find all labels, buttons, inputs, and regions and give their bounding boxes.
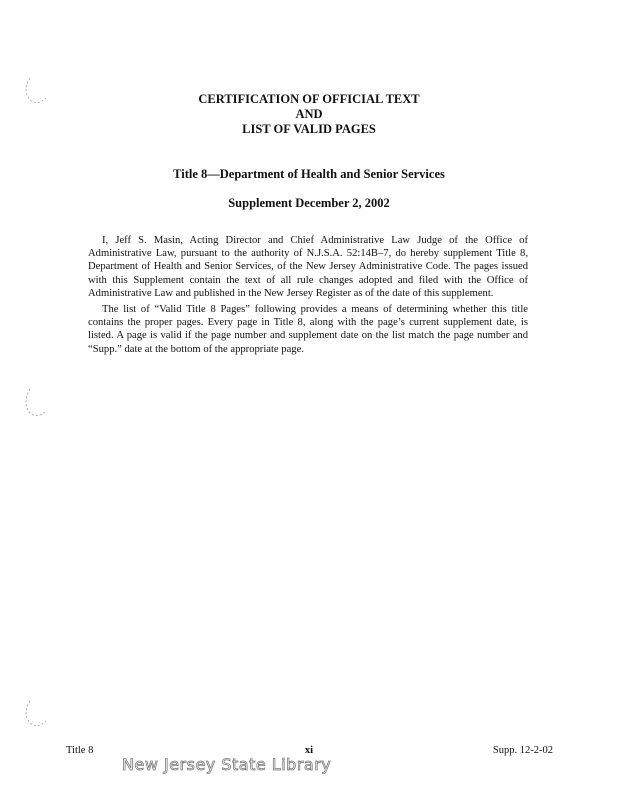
heading-line: AND [295,107,323,121]
library-stamp: New Jersey State Library [122,755,332,774]
certification-heading [0,92,618,137]
footer-page-number: xi [304,745,314,756]
title-heading: Title 8—Department of Health and Senior Services [173,167,445,181]
punch-hole-mark [20,695,56,731]
body-paragraph: The list of “Valid Title 8 Pages” following provides a means of determining whether this title contains the proper pages. Every page in Title 8, along with the page’s current supplement date, is listed. A page is valid if the page number and supplement date on the list match the page number and “Supp.” date at the bottom of the appropriate page. [88,304,528,355]
footer-supplement-date: Supp. 12-2-02 [492,745,553,756]
footer-title: Title 8 [66,745,94,756]
body-paragraph: I, Jeff S. Masin, Acting Director and Chief Administrative Law Judge of the Office of Administrative Law, pursuant to the authority of N.J.S.A. 52:14B–7, do hereby supplement Title 8, Department of Health and Senior Services, of the New Jersey Administrative Code. The pages issued with this Supplement contain the text of all rule changes adopted and filed with the Office of Administrative Law and published in the New Jersey Register as of the date of this supplement. [88,235,528,299]
punch-hole-mark [20,385,56,421]
supplement-heading: Supplement December 2, 2002 [228,196,390,210]
heading-line: LIST OF VALID PAGES [242,122,376,136]
heading-line: CERTIFICATION OF OFFICIAL TEXT [198,92,420,106]
